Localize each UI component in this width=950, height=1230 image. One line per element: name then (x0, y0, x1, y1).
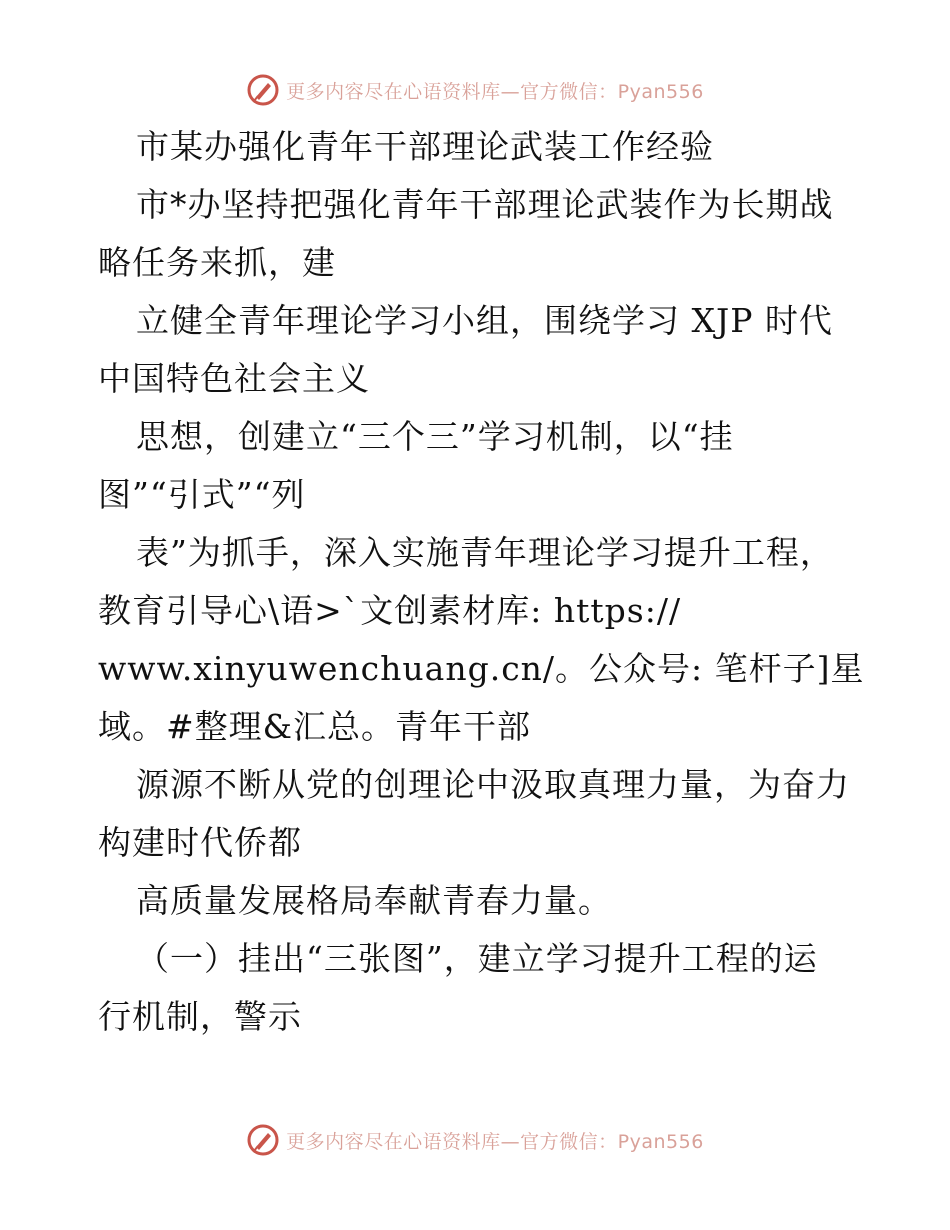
text-line: 行机制，警示 (98, 997, 302, 1036)
text-line: 域。#整理&汇总。青年干部 (98, 707, 532, 746)
text-line: 图”“引式”“列 (98, 475, 306, 514)
text-line: （一）挂出“三张图”，建立学习提升工程的运 (136, 939, 818, 978)
watermark-footer (0, 1120, 950, 1160)
pen-nib-logo-icon (246, 1123, 280, 1157)
text-line: 市*办坚持把强化青年干部理论武装作为长期战 (136, 185, 834, 224)
text-line: 立健全青年理论学习小组，围绕学习 XJP 时代 (136, 301, 833, 340)
text-line: 构建时代侨都 (98, 823, 302, 862)
document-body (98, 118, 865, 1046)
text-line: 教育引导心\语>`文创素材库: https:// (98, 591, 682, 630)
text-line: 市某办强化青年干部理论武装工作经验 (136, 127, 714, 166)
text-line: 略任务来抓，建 (98, 243, 336, 282)
pen-nib-logo-icon (246, 73, 280, 107)
text-line: 高质量发展格局奉献青春力量。 (136, 881, 612, 920)
watermark-header (0, 70, 950, 110)
text-line: 中国特色社会主义 (98, 359, 370, 398)
watermark-text: 更多内容尽在心语资料库—官方微信：Pyan556 (286, 80, 704, 103)
text-line: 表”为抓手，深入实施青年理论学习提升工程， (136, 533, 834, 572)
text-line: 思想，创建立“三个三”学习机制，以“挂 (136, 417, 734, 456)
text-line: www.xinyuwenchuang.cn/。公众号: 笔杆子]星 (98, 649, 865, 688)
text-line: 源源不断从党的创理论中汲取真理力量，为奋力 (136, 765, 850, 804)
watermark-text: 更多内容尽在心语资料库—官方微信：Pyan556 (286, 1130, 704, 1153)
